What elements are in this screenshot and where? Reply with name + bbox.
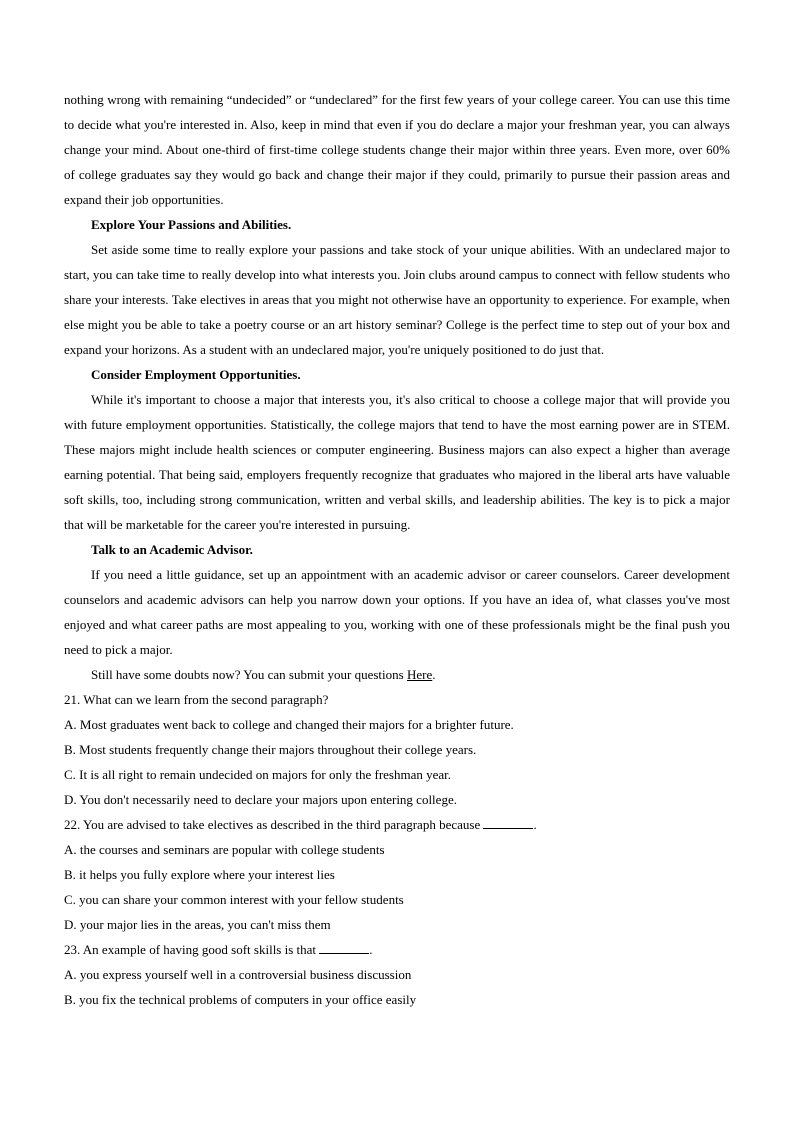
paragraph-3: While it's important to choose a major that interests you, it's also critical to choose a college major that will provide you with future employment opportunities. Statistically, the college majors that tend to have the most earning power are in STEM. These majors might include health sciences or computer engineering. Business majors can also expect a higher than average earning potential. That being said, employers frequently recognize that graduates who majored in the liberal arts have valuable soft skills, too, including strong communication, written and verbal skills, and leadership abilities. The key is to pick a major that will be marketable for the career you're interested in pursuing.: [64, 392, 730, 532]
paragraph-5-end: .: [432, 667, 436, 682]
question-23-stem-end: .: [369, 942, 373, 957]
question-22-stem-end: .: [533, 817, 537, 832]
paragraph-2: Set aside some time to really explore your passions and take stock of your unique abilities. With an undeclared major to start, you can take time to really develop into what interests you. Join clubs around campus to connect with fellow students who share your interests. Take electives in areas that you might not otherwise have an opportunity to experience. For example, when else might you be able to take a poetry course or an art history seminar? College is the perfect time to step out of your box and expand your horizons. As a student with an undeclared major, you're uniquely positioned to do just that.: [64, 242, 730, 357]
question-23-option-a: A. you express yourself well in a controversial business discussion: [64, 967, 412, 982]
question-21-option-b: B. Most students frequently change their majors throughout their college years.: [64, 742, 477, 757]
paragraph-1: nothing wrong with remaining “undecided” or “undeclared” for the first few years of your college career. You can use this time to decide what you're interested in. Also, keep in mind that even if you do declare a major your freshman year, you can always change your mind. About one-third of first-time college students change their major within three years. Even more, over 60% of college graduates say they would go back and change their major if they could, primarily to pursue their passion areas and expand their job opportunities.: [64, 92, 730, 207]
answer-blank: [319, 941, 369, 954]
question-23-stem-text: 23. An example of having good soft skills is that: [64, 942, 320, 957]
submit-questions-link[interactable]: Here: [406, 667, 433, 682]
question-21-option-d: D. You don't necessarily need to declare your majors upon entering college.: [64, 792, 457, 807]
heading-explore-passions: Explore Your Passions and Abilities.: [91, 217, 292, 232]
question-22-option-a: A. the courses and seminars are popular with college students: [64, 842, 385, 857]
question-22-option-d: D. your major lies in the areas, you can't miss them: [64, 917, 331, 932]
paragraph-4: If you need a little guidance, set up an appointment with an academic advisor or career counselors. Career development counselors and academic advisors can help you narrow down your options. If you have an idea of, what classes you've most enjoyed and what career paths are most appealing to you, working with one of these professionals might be the final push you need to pick a major.: [64, 567, 730, 657]
heading-academic-advisor: Talk to an Academic Advisor.: [91, 542, 253, 557]
question-22-option-c: C. you can share your common interest with your fellow students: [64, 892, 404, 907]
heading-employment: Consider Employment Opportunities.: [91, 367, 301, 382]
question-22-option-b: B. it helps you fully explore where your interest lies: [64, 867, 335, 882]
question-22-stem-text: 22. You are advised to take electives as described in the third paragraph because: [64, 817, 484, 832]
question-23-option-b: B. you fix the technical problems of computers in your office easily: [64, 992, 417, 1007]
question-22-stem: [64, 812, 730, 837]
question-21-option-a: A. Most graduates went back to college and changed their majors for a brighter future.: [64, 717, 514, 732]
paragraph-5-text: Still have some doubts now? You can submit your questions: [91, 667, 407, 682]
question-21-stem: 21. What can we learn from the second paragraph?: [64, 692, 329, 707]
answer-blank: [483, 816, 533, 829]
question-21-option-c: C. It is all right to remain undecided on majors for only the freshman year.: [64, 767, 452, 782]
paragraph-5: [64, 662, 730, 687]
question-23-stem: [64, 937, 730, 962]
document-page: [64, 87, 730, 1012]
